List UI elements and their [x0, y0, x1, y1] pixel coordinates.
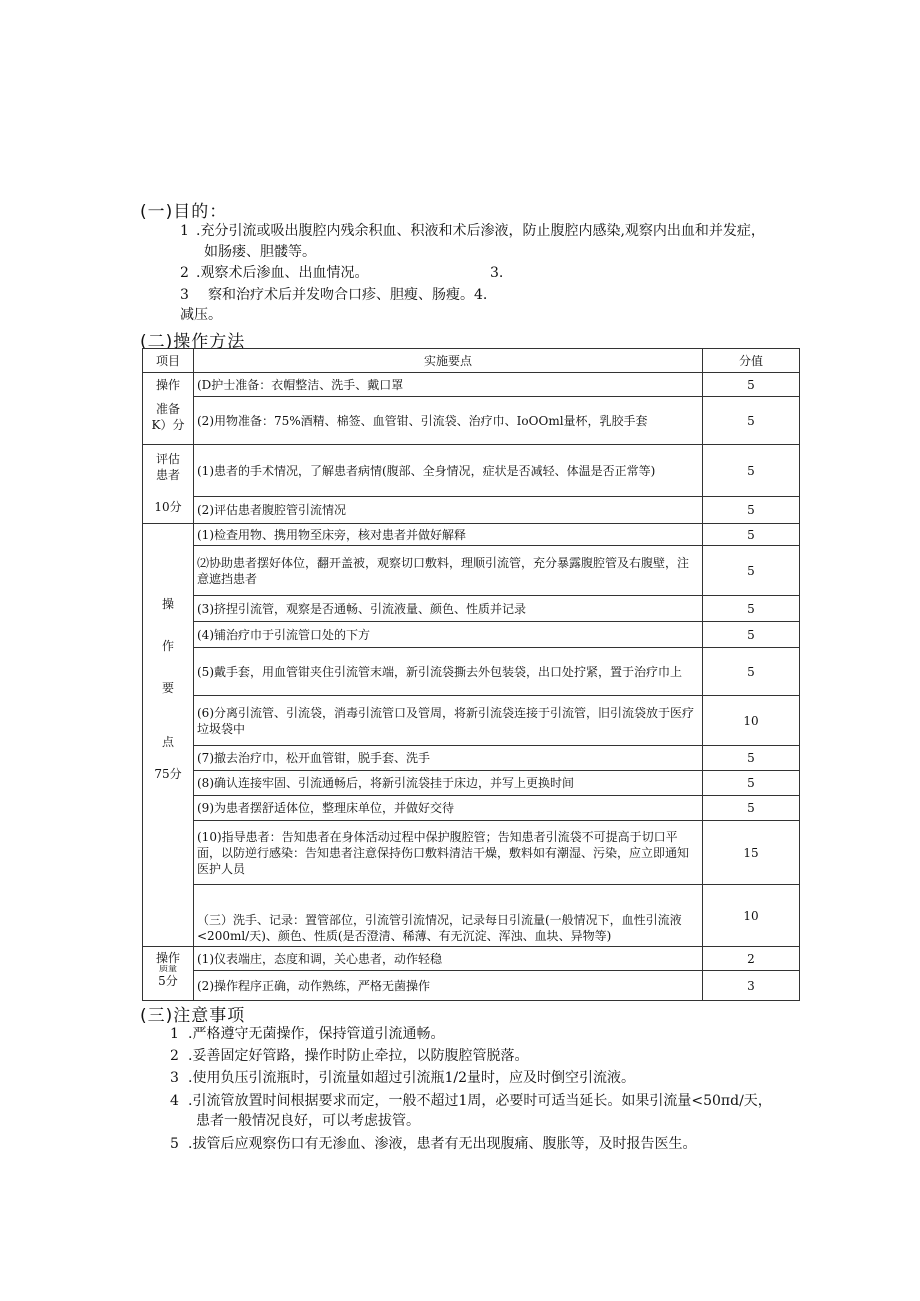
row-text: (2)用物准备：75%酒精、棉签、血管钳、引流袋、治疗巾、IoOOml量杯，乳胶手套 — [194, 397, 703, 445]
header-points: 实施要点 — [194, 349, 703, 373]
list-item: .严格遵守无菌操作，保持管道引流通畅。 — [188, 1026, 445, 1042]
row-text: (7)撤去治疗巾，松开血管钳，脱手套、洗手 — [194, 746, 703, 771]
list-item-fragment: 3. — [490, 265, 504, 281]
list-item: .拔管后应观察伤口有无渗血、渗液，患者有无出现腹痛、腹胀等，及时报告医生。 — [188, 1136, 697, 1152]
list-number: 2 — [180, 265, 189, 281]
table-header-row — [143, 349, 800, 373]
list-item: .观察术后渗血、出血情况。 — [196, 265, 369, 281]
row-score: 5 — [703, 622, 800, 648]
row-score: 5 — [703, 796, 800, 821]
procedure-table — [142, 348, 800, 1001]
row-text: (2)评估患者腹腔管引流情况 — [194, 497, 703, 524]
row-text: ⑵协助患者摆好体位，翻开盖被，观察切口敷料，理顺引流管，充分暴露腹腔管及右腹壁，注意遮挡患者 — [194, 546, 703, 596]
row-text: (8)确认连接牢固、引流通畅后，将新引流袋挂于床边，并写上更换时间 — [194, 771, 703, 796]
category-prep: 操作 准备 K）分 — [143, 373, 194, 445]
list-item: 察和治疗术后并发吻合口疹、胆瘦、肠瘦。4. — [208, 287, 488, 303]
row-text: (1)检查用物、携用物至床旁，核对患者并做好解释 — [194, 524, 703, 546]
table-row — [143, 497, 800, 524]
table-row — [143, 771, 800, 796]
row-score: 5 — [703, 771, 800, 796]
table-row — [143, 373, 800, 397]
table-row — [143, 971, 800, 1001]
list-item-continued: 患者一般情况良好，可以考虑拔管。 — [196, 1113, 420, 1129]
row-score: 5 — [703, 397, 800, 445]
header-score: 分值 — [703, 349, 800, 373]
row-score: 5 — [703, 648, 800, 696]
list-number: 5 — [170, 1136, 179, 1152]
header-item: 项目 — [143, 349, 194, 373]
row-text: (3)挤捏引流管，观察是否通畅、引流液量、颜色、性质并记录 — [194, 596, 703, 622]
row-text: (1)患者的手术情况，了解患者病情(腹部、全身情况，症状是否减轻、体温是否正常等) — [194, 445, 703, 497]
row-score: 5 — [703, 546, 800, 596]
row-score: 3 — [703, 971, 800, 1001]
row-score: 5 — [703, 445, 800, 497]
table-row — [143, 885, 800, 947]
table-row — [143, 524, 800, 546]
list-number: 2 — [170, 1048, 179, 1064]
list-item: .充分引流或吸出腹腔内残余积血、积液和术后渗液，防止腹腔内感染,观察内出血和并发症， — [196, 223, 765, 239]
row-text: (10)指导患者：告知患者在身体活动过程中保护腹腔管；告知患者引流袋不可提高于切口平面，以防逆行感染：告知患者注意保持伤口敷料清洁干燥，敷料如有潮湿、污染，应立即通知医护人员 — [194, 821, 703, 885]
row-text: (9)为患者摆舒适体位，整理床单位，并做好交待 — [194, 796, 703, 821]
list-item: .引流管放置时间根据要求而定，一般不超过1周，必要时可适当延长。如果引流量<50πd∕天， — [188, 1093, 772, 1109]
table-row — [143, 397, 800, 445]
table-row — [143, 947, 800, 971]
table-row — [143, 546, 800, 596]
row-text: (2)操作程序正确，动作熟练，严格无菌操作 — [194, 971, 703, 1001]
row-score: 10 — [703, 885, 800, 947]
table-row — [143, 622, 800, 648]
table-row — [143, 796, 800, 821]
table-row — [143, 445, 800, 497]
table-row — [143, 821, 800, 885]
list-number: 1 — [170, 1026, 179, 1042]
row-text: (1)仪表端庄，态度和调，关心患者，动作轻稳 — [194, 947, 703, 971]
list-number: 1 — [180, 223, 189, 239]
category-steps: 操 作 要 点 75分 — [143, 524, 194, 947]
category-quality: 操作 质量 5分 — [143, 947, 194, 1001]
table-row — [143, 648, 800, 696]
list-number: 4 — [170, 1093, 179, 1109]
list-item-continued: 如肠瘘、胆髅等。 — [204, 244, 316, 260]
list-item-continued: 减压。 — [180, 307, 222, 323]
section3-heading: (三)注意事项 — [140, 1006, 246, 1026]
table-row — [143, 696, 800, 746]
row-text: (D护士准备：衣帽整洁、洗手、戴口罩 — [194, 373, 703, 397]
row-score: 5 — [703, 497, 800, 524]
row-score: 10 — [703, 696, 800, 746]
row-text: (5)戴手套，用血管钳夹住引流管末端，新引流袋撕去外包装袋，出口处拧紧，置于治疗巾上 — [194, 648, 703, 696]
section1-heading: (一)目的： — [140, 202, 228, 222]
row-text: （三）洗手、记录：置管部位，引流管引流情况，记录每日引流量(一般情况下，血性引流液<200ml/天)、颜色、性质(是否澄清、稀薄、有无沉淀、浑浊、血块、异物等) — [194, 885, 703, 947]
row-score: 5 — [703, 524, 800, 546]
row-score: 15 — [703, 821, 800, 885]
row-text: (4)铺治疗巾于引流管口处的下方 — [194, 622, 703, 648]
category-assess: 评估 患者 10分 — [143, 445, 194, 524]
row-score: 5 — [703, 373, 800, 397]
table-row — [143, 746, 800, 771]
row-text: (6)分离引流管、引流袋，消毒引流管口及管周，将新引流袋连接于引流管，旧引流袋放于医疗垃圾袋中 — [194, 696, 703, 746]
row-score: 5 — [703, 596, 800, 622]
list-number: 3 — [170, 1070, 179, 1086]
list-number: 3 — [180, 287, 189, 303]
section2-heading: (二)操作方法 — [140, 332, 246, 352]
table-row — [143, 596, 800, 622]
row-score: 2 — [703, 947, 800, 971]
row-score: 5 — [703, 746, 800, 771]
list-item: .妥善固定好管路，操作时防止牵拉，以防腹腔管脱落。 — [188, 1048, 529, 1064]
list-item: .使用负压引流瓶时，引流量如超过引流瓶1/2量时，应及时倒空引流液。 — [188, 1070, 635, 1086]
